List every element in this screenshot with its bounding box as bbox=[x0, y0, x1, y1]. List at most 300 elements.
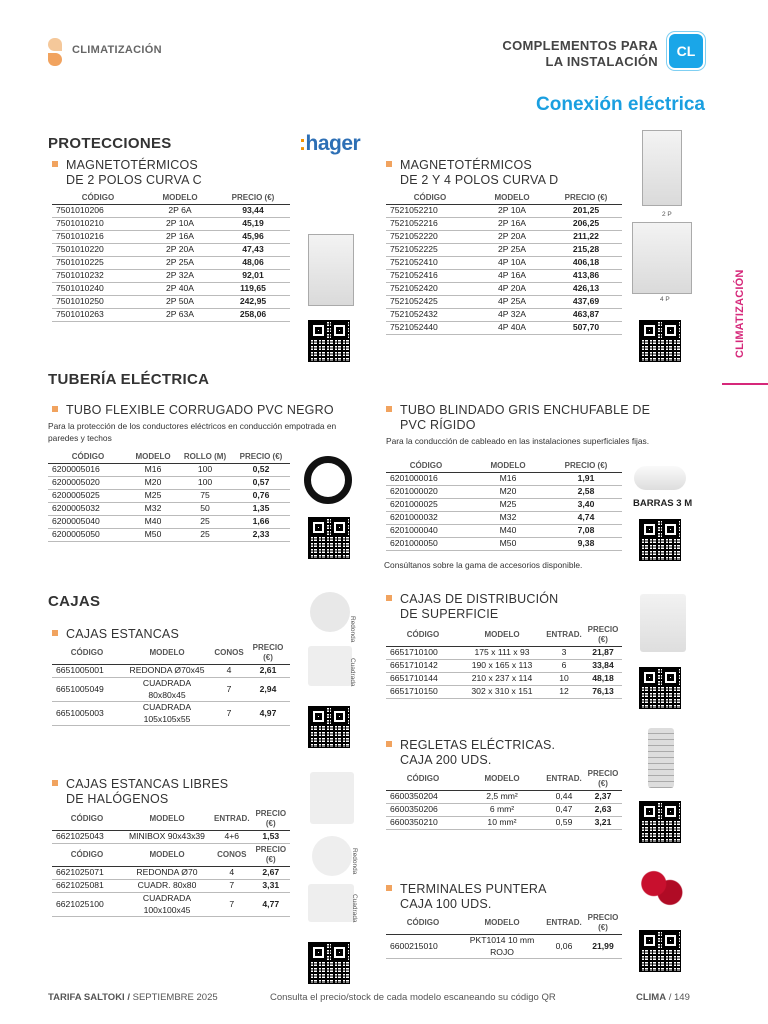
qr-code[interactable] bbox=[639, 930, 681, 972]
table-cell: M40 bbox=[128, 516, 178, 529]
table-cell: 45,19 bbox=[216, 218, 290, 231]
qr-code[interactable] bbox=[308, 320, 350, 362]
table-row bbox=[52, 665, 290, 678]
round-box-image bbox=[310, 592, 350, 632]
table-cell: 2,58 bbox=[550, 486, 622, 499]
table-cell: M20 bbox=[466, 486, 550, 499]
table-cell: 302 x 310 x 151 bbox=[460, 686, 544, 699]
page-category bbox=[502, 38, 658, 70]
subtitle-distribucion bbox=[386, 592, 558, 622]
caption-cuadrada: Cuadrada bbox=[351, 894, 358, 923]
corrugated-tube-image bbox=[304, 456, 352, 504]
table-cell: 507,70 bbox=[550, 322, 622, 335]
mag-d-line1: MAGNETOTÉRMICOS bbox=[400, 158, 532, 172]
table-cell: 0,44 bbox=[544, 791, 584, 804]
table-cell: 413,86 bbox=[550, 270, 622, 283]
table-cell: 47,43 bbox=[216, 244, 290, 257]
table-cell: 2,61 bbox=[246, 665, 290, 678]
table-cell: 258,06 bbox=[216, 309, 290, 322]
table-row bbox=[386, 231, 622, 244]
table-cell: 2P 40A bbox=[144, 283, 216, 296]
table-cell: 4,77 bbox=[252, 893, 290, 917]
qr-code[interactable] bbox=[308, 517, 350, 559]
table-cell: 1,35 bbox=[232, 503, 290, 516]
subtitle-regletas bbox=[386, 738, 555, 768]
subtitle-terminales bbox=[386, 882, 547, 912]
table-cell: 437,69 bbox=[550, 296, 622, 309]
table-cell: M40 bbox=[466, 525, 550, 538]
col-header: CÓDIGO bbox=[52, 642, 122, 665]
footer-category: CLIMA bbox=[636, 992, 667, 1003]
col-header: ENTRAD. bbox=[544, 768, 584, 791]
saltoki-logo bbox=[46, 36, 66, 70]
table-cell: 119,65 bbox=[216, 283, 290, 296]
table-cell: 2,37 bbox=[584, 791, 622, 804]
table-cell: 6201000032 bbox=[386, 512, 466, 525]
table-cell: M20 bbox=[128, 477, 178, 490]
table-cell: 6200005016 bbox=[48, 464, 128, 477]
table-row bbox=[52, 831, 290, 844]
rigid-tube-image bbox=[634, 466, 686, 490]
table-cell: 3,21 bbox=[584, 817, 622, 830]
tubo-blindado-line2: PVC RÍGIDO bbox=[400, 418, 476, 432]
caption-cuadrada: Cuadrada bbox=[349, 658, 356, 687]
table-cell: 6600350204 bbox=[386, 791, 460, 804]
col-header: CÓDIGO bbox=[52, 808, 122, 831]
distribucion-line2: DE SUPERFICIE bbox=[400, 607, 499, 621]
subtitle-tubo-flexible: TUBO FLEXIBLE CORRUGADO PVC NEGRO bbox=[52, 403, 334, 418]
table-cell: 2P 25A bbox=[144, 257, 216, 270]
table-cell: 2,94 bbox=[246, 678, 290, 702]
round-box-image bbox=[312, 836, 352, 876]
table-row bbox=[386, 673, 622, 686]
table-row bbox=[48, 503, 290, 516]
table-cell: 2,33 bbox=[232, 529, 290, 542]
table-cell: 6201000016 bbox=[386, 473, 466, 486]
col-header: PRECIO (€) bbox=[246, 642, 290, 665]
footer-qr-note: Consulta el precio/stock de cada modelo escaneando su código QR bbox=[270, 992, 556, 1003]
table-cell: 0,47 bbox=[544, 804, 584, 817]
qr-code[interactable] bbox=[639, 801, 681, 843]
table-cell: 7521052210 bbox=[386, 205, 474, 218]
table-cell: 7501010225 bbox=[52, 257, 144, 270]
col-header: MODELO bbox=[460, 624, 544, 647]
table-row bbox=[52, 296, 290, 309]
table-cell: 48,06 bbox=[216, 257, 290, 270]
table-cell: 6200005032 bbox=[48, 503, 128, 516]
table-cell: 100 bbox=[178, 464, 232, 477]
table-cell: 6 bbox=[544, 660, 584, 673]
table-cell: M16 bbox=[128, 464, 178, 477]
table-row bbox=[52, 283, 290, 296]
table-cell: CUADRADA 100x100x45 bbox=[122, 893, 212, 917]
category-line1: COMPLEMENTOS PARA bbox=[502, 38, 658, 53]
table-row bbox=[386, 309, 622, 322]
table-row bbox=[48, 516, 290, 529]
table-cell: 7521052432 bbox=[386, 309, 474, 322]
table-cell: 215,28 bbox=[550, 244, 622, 257]
table-row bbox=[386, 473, 622, 486]
side-divider bbox=[722, 383, 768, 385]
table-cell: 6201000020 bbox=[386, 486, 466, 499]
terminales-line1: TERMINALES PUNTERA bbox=[400, 882, 547, 896]
table-cell: 6200005020 bbox=[48, 477, 128, 490]
table-cell: 4 bbox=[212, 665, 246, 678]
col-header: PRECIO (€) bbox=[550, 460, 622, 473]
table-cell: 2,5 mm² bbox=[460, 791, 544, 804]
table-cell: M32 bbox=[128, 503, 178, 516]
table-cell: 93,44 bbox=[216, 205, 290, 218]
table-terminales bbox=[386, 912, 622, 959]
col-header: CONOS bbox=[212, 642, 246, 665]
table-row bbox=[386, 257, 622, 270]
table-cell: MINIBOX 90x43x39 bbox=[122, 831, 212, 844]
table-cell: 7521052425 bbox=[386, 296, 474, 309]
qr-code[interactable] bbox=[308, 706, 350, 748]
table-cell: 4+6 bbox=[212, 831, 252, 844]
category-line2: LA INSTALACIÓN bbox=[545, 54, 658, 69]
col-header: MODELO bbox=[128, 451, 178, 464]
footer-date: SEPTIEMBRE 2025 bbox=[129, 992, 218, 1003]
table-cell: 2P 32A bbox=[144, 270, 216, 283]
col-header: MODELO bbox=[144, 192, 216, 205]
mag-c-line2: DE 2 POLOS CURVA C bbox=[66, 173, 202, 187]
table-row bbox=[48, 477, 290, 490]
col-header: PRECIO (€) bbox=[252, 808, 290, 831]
table-cajas-estancas bbox=[52, 642, 290, 726]
cl-badge: CL bbox=[669, 34, 703, 68]
table-cell: 7 bbox=[212, 702, 246, 726]
col-header: MODELO bbox=[460, 768, 544, 791]
table-cell: 7,08 bbox=[550, 525, 622, 538]
col-header: MODELO bbox=[122, 844, 212, 867]
tubo-blindado-line1: TUBO BLINDADO GRIS ENCHUFABLE DE bbox=[400, 403, 651, 417]
footer-tarifa-label: TARIFA SALTOKI / bbox=[48, 992, 130, 1003]
table-cell: 6200005050 bbox=[48, 529, 128, 542]
table-cell: 175 x 111 x 93 bbox=[460, 647, 544, 660]
table-cell: 2P 16A bbox=[474, 218, 550, 231]
table-halogenos bbox=[52, 808, 290, 917]
side-tab-label: CLIMATIZACIÓN bbox=[734, 269, 746, 358]
qr-code[interactable] bbox=[639, 667, 681, 709]
table-cell: 45,96 bbox=[216, 231, 290, 244]
col-header: ROLLO (M) bbox=[178, 451, 232, 464]
col-header: CÓDIGO bbox=[386, 624, 460, 647]
page-title: Conexión eléctrica bbox=[536, 94, 705, 115]
table-row bbox=[386, 538, 622, 551]
table-cell: 1,66 bbox=[232, 516, 290, 529]
table-cell: M25 bbox=[466, 499, 550, 512]
col-header: CÓDIGO bbox=[52, 844, 122, 867]
table-cell: 3,40 bbox=[550, 499, 622, 512]
table-row bbox=[386, 647, 622, 660]
table-cell: CUADRADA 105x105x55 bbox=[122, 702, 212, 726]
table-cell: 1,91 bbox=[550, 473, 622, 486]
table-cell: 6651710142 bbox=[386, 660, 460, 673]
table-cell: 4 bbox=[212, 867, 252, 880]
table-cell: 2P 10A bbox=[474, 205, 550, 218]
table-cell: 75 bbox=[178, 490, 232, 503]
table-row bbox=[52, 270, 290, 283]
col-header: CÓDIGO bbox=[48, 451, 128, 464]
table-cell: 10 mm² bbox=[460, 817, 544, 830]
section-protecciones: PROTECCIONES bbox=[48, 135, 172, 152]
table-cell: 6651710100 bbox=[386, 647, 460, 660]
table-cell: M50 bbox=[128, 529, 178, 542]
table-cell: 190 x 165 x 113 bbox=[460, 660, 544, 673]
table-row bbox=[386, 244, 622, 257]
table-cell: M25 bbox=[128, 490, 178, 503]
table-row bbox=[52, 702, 290, 726]
col-header: CÓDIGO bbox=[386, 460, 466, 473]
subtitle-mag-d bbox=[386, 158, 558, 188]
table-cell: 7 bbox=[212, 893, 252, 917]
section-label: CLIMATIZACIÓN bbox=[72, 44, 162, 56]
table-row bbox=[386, 660, 622, 673]
col-header: CÓDIGO bbox=[386, 912, 460, 935]
distribucion-line1: CAJAS DE DISTRIBUCIÓN bbox=[400, 592, 559, 606]
col-header: PRECIO (€) bbox=[584, 768, 622, 791]
table-row bbox=[386, 296, 622, 309]
table-cell: REDONDA Ø70x45 bbox=[122, 665, 212, 678]
qr-code[interactable] bbox=[639, 519, 681, 561]
table-cell: 6621025081 bbox=[52, 880, 122, 893]
table-row bbox=[52, 244, 290, 257]
table-row bbox=[52, 309, 290, 322]
col-header: MODELO bbox=[460, 912, 544, 935]
table-cell: 7501010232 bbox=[52, 270, 144, 283]
table-cell: M32 bbox=[466, 512, 550, 525]
table-cell: 33,84 bbox=[584, 660, 622, 673]
table-cell: 10 bbox=[544, 673, 584, 686]
table-cell: 6201000040 bbox=[386, 525, 466, 538]
table-mag-c bbox=[52, 192, 290, 322]
caption-redonda: Redonda bbox=[351, 848, 358, 875]
desc-tubo-flexible: Para la protección de los conductores eléctricos en conducción empotrada en paredes y techos bbox=[48, 421, 337, 443]
table-cell: 7501010240 bbox=[52, 283, 144, 296]
col-header: PRECIO (€) bbox=[584, 912, 622, 935]
table-cell: 48,18 bbox=[584, 673, 622, 686]
table-cell: 2,63 bbox=[584, 804, 622, 817]
table-cell: 7501010263 bbox=[52, 309, 144, 322]
ferrule-image bbox=[640, 866, 686, 910]
table-cell: 406,18 bbox=[550, 257, 622, 270]
table-cell: 6621025043 bbox=[52, 831, 122, 844]
table-row bbox=[386, 270, 622, 283]
table-row bbox=[386, 322, 622, 335]
table-cell: 6600350210 bbox=[386, 817, 460, 830]
table-cell: 2P 50A bbox=[144, 296, 216, 309]
table-row bbox=[386, 525, 622, 538]
section-cajas: CAJAS bbox=[48, 593, 101, 610]
table-cell: 2P 6A bbox=[144, 205, 216, 218]
qr-code[interactable] bbox=[639, 320, 681, 362]
table-cell: 211,22 bbox=[550, 231, 622, 244]
breaker-2p-image bbox=[308, 234, 354, 306]
table-tubo-blindado bbox=[386, 460, 622, 551]
subtitle-halogenos bbox=[52, 777, 228, 807]
table-row bbox=[386, 935, 622, 959]
accessories-note: Consúltanos sobre la gama de accesorios disponible. bbox=[384, 560, 583, 570]
table-cell: 25 bbox=[178, 529, 232, 542]
table-row bbox=[386, 686, 622, 699]
side-tab bbox=[728, 269, 756, 360]
table-cell: 7521052410 bbox=[386, 257, 474, 270]
table-cell: 7521052220 bbox=[386, 231, 474, 244]
table-cell: 463,87 bbox=[550, 309, 622, 322]
table-cell: 6200005040 bbox=[48, 516, 128, 529]
col-header: CÓDIGO bbox=[52, 192, 144, 205]
table-cell: 6201000025 bbox=[386, 499, 466, 512]
caption-redonda: Redonda bbox=[349, 616, 356, 643]
col-header: PRECIO (€) bbox=[216, 192, 290, 205]
regletas-line1: REGLETAS ELÉCTRICAS. bbox=[400, 738, 556, 752]
col-header: PRECIO (€) bbox=[550, 192, 622, 205]
col-header: CÓDIGO bbox=[386, 192, 474, 205]
col-header: ENTRAD. bbox=[544, 912, 584, 935]
table-cell: 7501010216 bbox=[52, 231, 144, 244]
col-header: CONOS bbox=[212, 844, 252, 867]
hager-logo-text: hager bbox=[305, 132, 361, 155]
col-header: ENTRAD. bbox=[212, 808, 252, 831]
subtitle-mag-c bbox=[52, 158, 202, 188]
table-cell: 12 bbox=[544, 686, 584, 699]
table-cell: 0,76 bbox=[232, 490, 290, 503]
square-box-image bbox=[308, 884, 354, 922]
table-cell: 242,95 bbox=[216, 296, 290, 309]
desc-tubo-blindado: Para la conducción de cableado en las instalaciones superficiales fijas. bbox=[386, 436, 650, 446]
mag-c-line1: MAGNETOTÉRMICOS bbox=[66, 158, 198, 172]
table-cell: 6621025100 bbox=[52, 893, 122, 917]
table-cell: PKT1014 10 mm ROJO bbox=[460, 935, 544, 959]
caption-2p: 2 P bbox=[662, 211, 672, 218]
table-cell: 206,25 bbox=[550, 218, 622, 231]
table-cell: 4P 40A bbox=[474, 322, 550, 335]
section-tuberia: TUBERÍA ELÉCTRICA bbox=[48, 371, 210, 388]
table-row bbox=[386, 218, 622, 231]
table-cell: 7501010220 bbox=[52, 244, 144, 257]
table-cell: 0,57 bbox=[232, 477, 290, 490]
table-cell: 25 bbox=[178, 516, 232, 529]
table-regletas bbox=[386, 768, 622, 830]
table-row bbox=[386, 499, 622, 512]
table-row bbox=[386, 512, 622, 525]
table-row bbox=[386, 791, 622, 804]
table-cell: 6651005049 bbox=[52, 678, 122, 702]
col-header: PRECIO (€) bbox=[584, 624, 622, 647]
col-header: PRECIO (€) bbox=[252, 844, 290, 867]
table-cell: 0,06 bbox=[544, 935, 584, 959]
table-cell: 7521052440 bbox=[386, 322, 474, 335]
caption-4p: 4 P bbox=[660, 296, 670, 303]
table-cell: 6651005003 bbox=[52, 702, 122, 726]
table-row bbox=[52, 257, 290, 270]
subtitle-cajas-estancas: CAJAS ESTANCAS bbox=[52, 627, 179, 642]
breaker-2p-image bbox=[642, 130, 682, 206]
table-cell: 210 x 237 x 114 bbox=[460, 673, 544, 686]
table-cell: 6621025071 bbox=[52, 867, 122, 880]
table-row bbox=[386, 817, 622, 830]
table-mag-d bbox=[386, 192, 622, 335]
terminales-line2: CAJA 100 UDS. bbox=[400, 897, 492, 911]
table-row bbox=[48, 464, 290, 477]
footer-tarifa bbox=[48, 992, 218, 1003]
halogenos-line1: CAJAS ESTANCAS LIBRES bbox=[66, 777, 229, 791]
table-cell: 426,13 bbox=[550, 283, 622, 296]
table-cell: 6200005025 bbox=[48, 490, 128, 503]
table-cell: 4P 10A bbox=[474, 257, 550, 270]
col-header: MODELO bbox=[474, 192, 550, 205]
table-cell: 6651005001 bbox=[52, 665, 122, 678]
table-cell: 7 bbox=[212, 880, 252, 893]
table-cell: M16 bbox=[466, 473, 550, 486]
table-cell: 21,99 bbox=[584, 935, 622, 959]
col-header: ENTRAD. bbox=[544, 624, 584, 647]
table-row bbox=[48, 490, 290, 503]
table-cell: 6600350206 bbox=[386, 804, 460, 817]
table-distribucion bbox=[386, 624, 622, 699]
table-cell: 4,74 bbox=[550, 512, 622, 525]
table-row bbox=[386, 205, 622, 218]
footer-page-number: / 149 bbox=[666, 992, 690, 1003]
breaker-4p-image bbox=[632, 222, 692, 294]
table-cell: 4,97 bbox=[246, 702, 290, 726]
table-cell: CUADRADA 80x80x45 bbox=[122, 678, 212, 702]
table-cell: 7501010250 bbox=[52, 296, 144, 309]
barras-label: BARRAS 3 M bbox=[633, 498, 693, 509]
table-cell: 4P 20A bbox=[474, 283, 550, 296]
table-cell: 2P 16A bbox=[144, 231, 216, 244]
table-cell: 2P 20A bbox=[144, 244, 216, 257]
table-row bbox=[52, 218, 290, 231]
table-row bbox=[386, 283, 622, 296]
table-cell: 2P 20A bbox=[474, 231, 550, 244]
table-cell: 2,67 bbox=[252, 867, 290, 880]
col-header: PRECIO (€) bbox=[232, 451, 290, 464]
col-header: CÓDIGO bbox=[386, 768, 460, 791]
subtitle-tubo-blindado bbox=[386, 403, 650, 433]
table-cell: 7521052416 bbox=[386, 270, 474, 283]
table-cell: 4P 32A bbox=[474, 309, 550, 322]
table-row bbox=[386, 486, 622, 499]
table-cell: 7 bbox=[212, 678, 246, 702]
mag-d-line2: DE 2 Y 4 POLOS CURVA D bbox=[400, 173, 559, 187]
table-cell: 100 bbox=[178, 477, 232, 490]
table-row bbox=[386, 804, 622, 817]
table-cell: M50 bbox=[466, 538, 550, 551]
table-cell: 2P 25A bbox=[474, 244, 550, 257]
qr-code[interactable] bbox=[308, 942, 350, 984]
table-cell: 3,31 bbox=[252, 880, 290, 893]
halogenos-line2: DE HALÓGENOS bbox=[66, 792, 169, 806]
table-cell: 6 mm² bbox=[460, 804, 544, 817]
table-row bbox=[52, 205, 290, 218]
table-cell: 7521052225 bbox=[386, 244, 474, 257]
table-cell: 201,25 bbox=[550, 205, 622, 218]
regletas-line2: CAJA 200 UDS. bbox=[400, 753, 492, 767]
table-cell: 6651710150 bbox=[386, 686, 460, 699]
table-cell: 4P 25A bbox=[474, 296, 550, 309]
minibox-image bbox=[310, 772, 354, 824]
table-cell: 6201000050 bbox=[386, 538, 466, 551]
table-cell: 21,87 bbox=[584, 647, 622, 660]
terminal-strip-image bbox=[648, 728, 674, 788]
table-cell: 7501010206 bbox=[52, 205, 144, 218]
table-cell: 50 bbox=[178, 503, 232, 516]
table-cell: 2P 63A bbox=[144, 309, 216, 322]
table-cell: 0,59 bbox=[544, 817, 584, 830]
table-row bbox=[52, 880, 290, 893]
